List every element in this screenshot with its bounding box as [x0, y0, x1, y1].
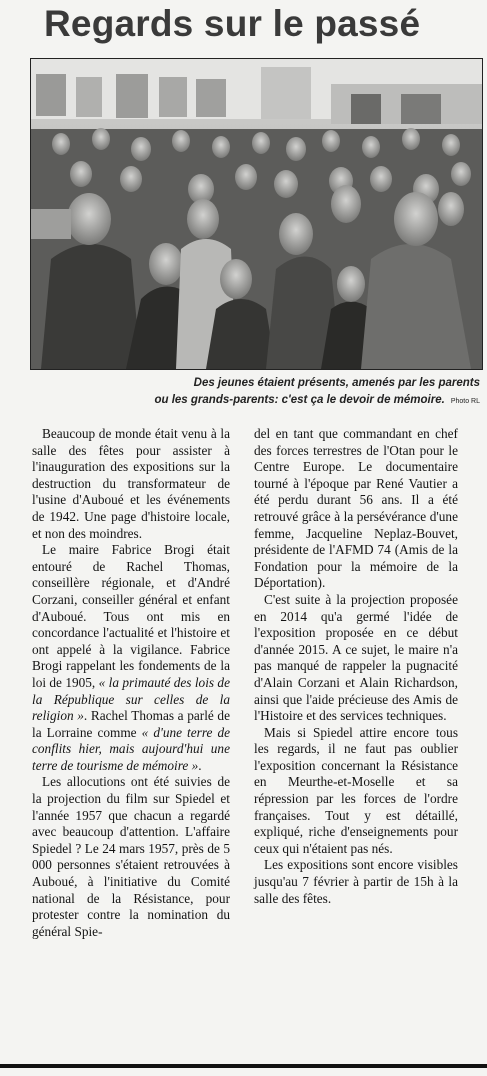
quote-republique: « la primauté des lois de la République sur celles de la religion »	[32, 674, 230, 724]
caption-line-2-text: ou les grands-parents: c'est ça le devoir de mémoire.	[154, 394, 445, 406]
paragraph-documentaire: del en tant que commandant en chef des forces terrestres de l'Otan pour le Centre Europe. Le documentaire tourné à l'époque par René Vautier a été perdu durant 56 ans. Il a été retrouvé grâce à la persévérance d'une femme, Jacqueline Neplaz-Bouvet, présidente de l'AFMD 74 (Amis de la Fondation pour la mémoire de la Déportation).	[254, 426, 458, 591]
photo-credit: Photo RL	[450, 398, 480, 405]
article-headline: Regards sur le passé	[44, 3, 421, 44]
bottom-rule	[0, 1064, 487, 1068]
audience-photo-illustration	[31, 59, 482, 369]
paragraph-speakers	[32, 542, 230, 774]
photo-caption	[40, 375, 480, 410]
paragraph-projection: Les allocutions ont été suivies de la projection du film sur Spiedel et l'année 1957 que chacun a regardé avec beaucoup d'attention. L'affaire Spiedel ? Le 24 mars 1957, près de 5 000 personnes s'étaient retrouvées à Auboué, à l'initiative du Comité national de la Résistance, pour protester contre la nomination du général Spie-	[32, 774, 230, 939]
paragraph-intro: Beaucoup de monde était venu à la salle des fêtes pour assister à l'inauguration des expositions sur la destruction du transformateur de l'usine d'Auboué et les événements de 1942. Une page d'histoire locale, et non des moindres.	[32, 426, 230, 541]
caption-line-1: Des jeunes étaient présents, amenés par les parents	[193, 377, 480, 389]
article-column-left	[32, 426, 230, 940]
quote-lorraine: « d'une terre de conflits hier, mais aujourd'hui une terre de tourisme de mémoire »	[32, 724, 231, 773]
speakers-text-e: .	[198, 757, 202, 773]
caption-line-2	[40, 392, 480, 410]
paragraph-resistance: Mais si Spiedel attire encore tous les regards, il ne faut pas oublier l'exposition concernant la Résistance en Meurthe-et-Moselle et sa répression par les forces de l'ordre françaises. Tout y est détaillé, expliqué, riche d'enseignements pour ceux qui n'étaient pas nés.	[254, 724, 458, 856]
article-photo	[30, 58, 483, 370]
speakers-text-c: . Rachel Thomas a parlé de la Lorraine comme	[32, 708, 230, 740]
paragraph-dates: Les expositions sont encore visibles jusqu'au 7 février à partir de 15h à la salle des fêtes.	[254, 857, 458, 906]
article-column-right	[254, 426, 458, 907]
speakers-text-a: Le maire Fabrice Brogi était entouré de Rachel Thomas, conseillère régionale, et d'André Corzani, conseiller général et enfant d'Auboué. Tous ont mis en concordance l'actualité et l'histoire et ont appelé à la vigilance. Fabrice Brogi rappelant les fondements de la loi de 1905,	[32, 542, 230, 690]
paragraph-exposition-idea: C'est suite à la projection proposée en 2014 qu'a germé l'idée de l'exposition proposée en ce début d'année 2015. A ce sujet, le maire n'a pas manqué de rappeler la pugnacité d'Alain Corzani et Alain Richardson, ainsi que l'aide précieuse des Amis de l'Histoire et des services techniques.	[254, 591, 458, 724]
